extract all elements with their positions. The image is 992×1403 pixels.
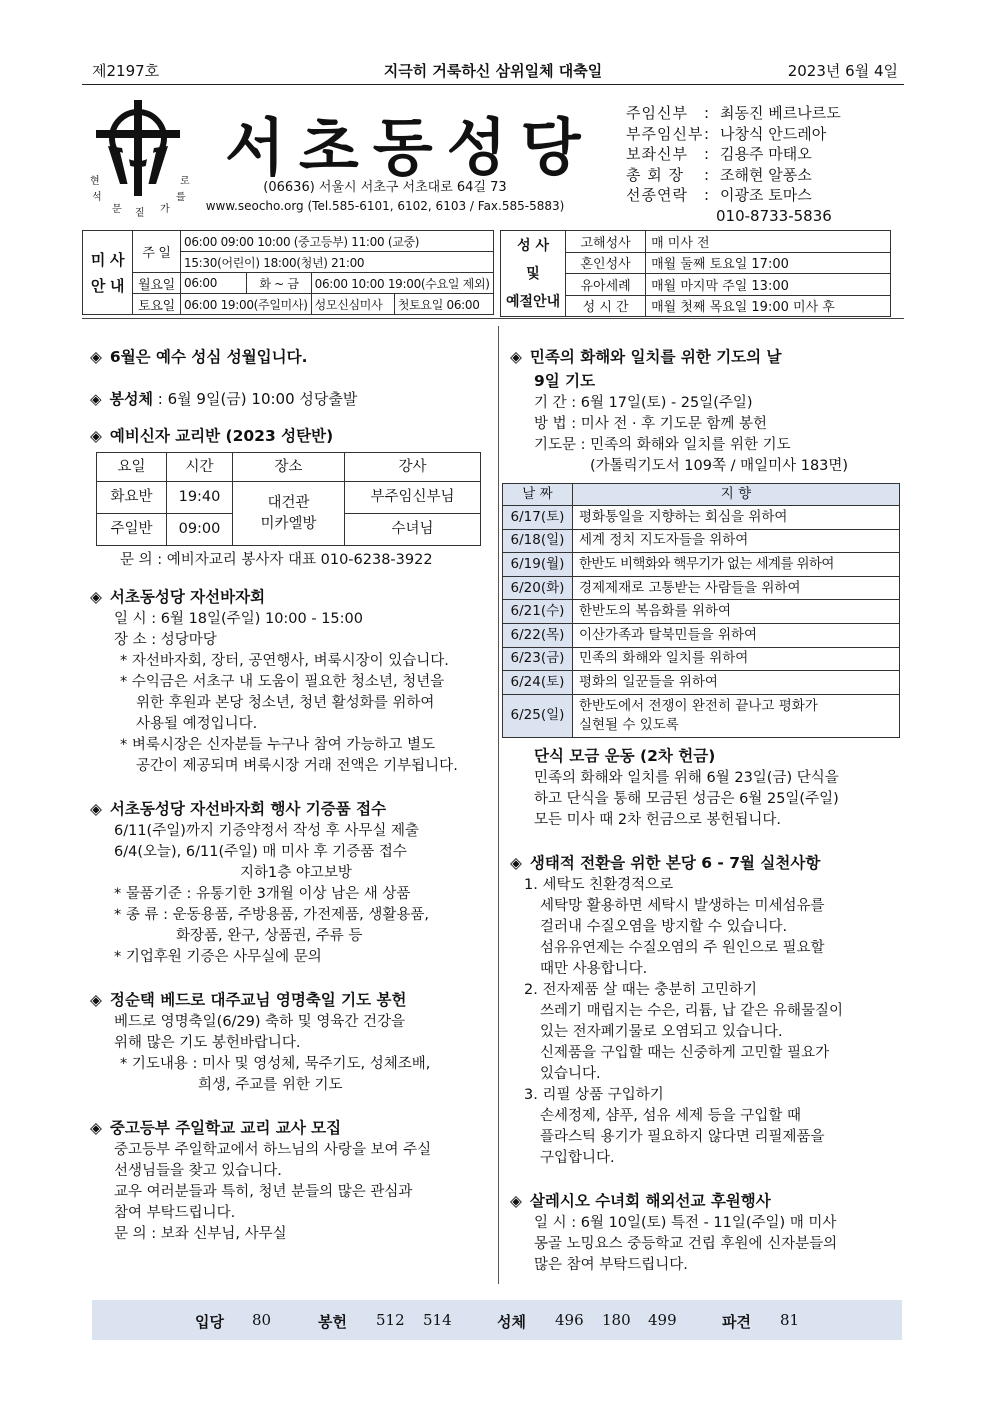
notice-line: 있습니다. <box>540 1065 601 1082</box>
table-header: 요일 <box>97 453 167 482</box>
notice-line: 쓰레기 매립지는 수은, 리튬, 납 같은 유해물질이 <box>540 1002 844 1019</box>
table-row: 6/17(토) 평화통일을 지향하는 회심을 위하여 <box>503 506 900 530</box>
table-row: 6/22(목) 이산가족과 탈북민들을 위하여 <box>503 623 900 647</box>
logo-char: 가 <box>160 204 170 215</box>
notice-line: 일 시 : 6월 18일(주일) 10:00 - 15:00 <box>114 611 363 627</box>
logo-char: 를 <box>176 192 186 203</box>
table-header: 강사 <box>345 453 481 482</box>
notice-line: 중고등부 주일학교에서 하느님의 사랑을 보여 주실 <box>114 1142 432 1158</box>
notice-line: 걸러내 수질오염을 방지할 수 있습니다. <box>540 918 788 935</box>
notice-heading: ◈ 생태적 전환을 위한 본당 6 - 7월 실천사항 <box>510 853 821 872</box>
stat-value: 514 <box>423 1311 452 1329</box>
table-row: 6/21(수) 한반도의 복음화를 위하여 <box>503 600 900 624</box>
sacrament-table <box>500 230 891 317</box>
stat-value: 81 <box>780 1311 800 1329</box>
notice-line: 희생, 주교를 위한 기도 <box>198 1077 343 1093</box>
notice-line: * 기도내용 : 미사 및 영성체, 묵주기도, 성체조배, <box>120 1056 431 1072</box>
notice-line: 공간이 제공되며 벼룩시장 거래 전액은 기부됩니다. <box>136 758 458 774</box>
notice-line: 베드로 영명축일(6/29) 축하 및 영육간 건강을 <box>114 1014 406 1030</box>
clergy-name: 나창식 안드레아 <box>720 124 827 143</box>
logo-char: 짙 <box>135 208 145 219</box>
notice-heading: ◈ 살레시오 수녀회 해외선교 후원행사 <box>510 1191 771 1210</box>
clergy-role: 주임신부 <box>626 104 688 122</box>
notice-line: 신제품을 구입할 때는 신중하게 고민할 필요가 <box>540 1044 830 1061</box>
prayer-intention-table <box>502 483 900 738</box>
table-row: 6/20(화) 경제제재로 고통받는 사람들을 위하여 <box>503 576 900 600</box>
notice-line: 6/11(주일)까지 기증약정서 작성 후 사무실 제출 <box>114 823 420 839</box>
mass-time: 첫토요일 06:00 <box>394 294 493 315</box>
diamond-icon: ◈ <box>90 1119 102 1137</box>
clergy-name: 최동진 베르나르도 <box>720 104 841 122</box>
notice-line: 섬유유연제는 수질오염의 주 원인으로 필요할 <box>540 939 825 956</box>
notice-line: 손세정제, 샴푸, 섬유 세제 등을 구입할 때 <box>540 1107 801 1124</box>
sacrament-time: 매 미사 전 <box>646 231 891 253</box>
clergy-phone: 010-8733-5836 <box>716 206 832 225</box>
top-bar <box>82 58 904 80</box>
notice-line: (가톨릭기도서 109쪽 / 매일미사 183면) <box>590 458 849 474</box>
clergy-role: 선종연락 <box>626 186 688 204</box>
parish-address-block <box>200 178 570 216</box>
notice-heading: ◈ 서초동성당 자선바자회 행사 기증품 접수 <box>90 800 387 818</box>
table-row: 6/25(일) 한반도에서 전쟁이 완전히 끝나고 평화가 실현될 수 있도록 <box>503 694 900 737</box>
notice-line: 장 소 : 성당마당 <box>114 632 217 648</box>
notice-line: 화장품, 완구, 상품권, 주류 등 <box>176 928 363 944</box>
mass-time: 06:00 09:00 10:00 (중고등부) 11:00 (교중) <box>181 231 494 252</box>
mass-day: 성모신심미사 <box>311 294 394 315</box>
clergy-role: 총 회 장 <box>626 165 685 184</box>
mass-day: 월요일 <box>133 273 181 294</box>
notice-heading: ◈ 예비신자 교리반 (2023 성탄반) <box>90 427 334 445</box>
diamond-icon: ◈ <box>510 853 522 872</box>
logo-char: 석 <box>92 192 102 203</box>
table-cell: 19:40 <box>167 482 233 514</box>
notice-heading: ◈ 6월은 예수 성심 성월입니다. <box>90 348 308 366</box>
table-cell: 부주임신부님 <box>345 482 481 514</box>
stat-label: 파견 <box>722 1313 751 1331</box>
notice-line: 6/4(오늘), 6/11(주일) 매 미사 후 기증품 접수 <box>114 844 407 860</box>
stat-value: 499 <box>648 1311 677 1329</box>
sacrament-time: 매월 마지막 주일 13:00 <box>646 274 891 296</box>
table-cell: 수녀님 <box>345 514 481 546</box>
column-divider <box>498 326 499 1284</box>
mass-day: 토요일 <box>133 294 181 315</box>
section-divider <box>82 318 904 319</box>
notice-heading: ◈ 중고등부 주일학교 교리 교사 모집 <box>90 1119 342 1137</box>
stat-label: 입당 <box>195 1313 224 1331</box>
table-row: 6/18(일) 세계 정치 지도자들을 위하여 <box>503 529 900 553</box>
notice-line: 사용될 예정입니다. <box>136 716 258 732</box>
mass-time: 06:00 10:00 19:00(수요일 제외) <box>311 273 493 294</box>
table-header: 지 향 <box>572 484 899 506</box>
clergy-name: 김용주 마태오 <box>720 145 812 163</box>
clergy-row: 총 회 장 : 조해현 알퐁소 <box>626 165 812 184</box>
diamond-icon: ◈ <box>90 348 102 366</box>
clergy-name: 이광조 토마스 <box>720 186 812 204</box>
table-cell: 화요반 <box>97 482 167 514</box>
issue-date: 2023년 6월 4일 <box>787 62 898 80</box>
diamond-icon: ◈ <box>90 390 102 408</box>
clergy-role: 부주임신부 <box>626 124 704 143</box>
notice-line: 2. 전자제품 살 때는 충분히 고민하기 <box>524 981 757 998</box>
cross-hands-icon <box>90 96 190 196</box>
sacrament-name: 성 시 간 <box>566 295 646 317</box>
stat-value: 180 <box>602 1311 631 1329</box>
mass-day: 주 일 <box>133 231 181 273</box>
notice-line: 참여 부탁드립니다. <box>114 1205 236 1221</box>
stat-value: 80 <box>252 1311 272 1329</box>
left-column <box>90 345 490 1245</box>
notice-line: 위한 후원과 본당 청소년, 청년 활성화를 위하여 <box>136 695 435 711</box>
catechism-table <box>96 452 481 546</box>
notice-line: 세탁망 활용하면 세탁시 발생하는 미세섬유를 <box>540 897 825 914</box>
clergy-row: 보좌신부 : 김용주 마태오 <box>626 145 812 163</box>
notice-line: * 자선바자회, 장터, 공연행사, 벼룩시장이 있습니다. <box>120 653 449 669</box>
notice-line: ◈ 봉성체 : 6월 9일(금) 10:00 성당출발 <box>90 390 358 408</box>
notice-line: * 벼룩시장은 신자분들 누구나 참여 가능하고 별도 <box>120 737 436 753</box>
notice-line: 몽골 노밍요스 중등학교 건립 후원에 신자분들의 <box>534 1235 838 1252</box>
notice-line: 문 의 : 예비자교리 봉사자 대표 010-6238-3922 <box>120 552 433 568</box>
mass-day: 화 ~ 금 <box>247 273 311 294</box>
sacrament-name: 혼인성사 <box>566 252 646 274</box>
clergy-list <box>626 103 841 226</box>
table-header: 날 짜 <box>503 484 573 506</box>
right-column <box>510 345 900 1276</box>
notice-line: * 수익금은 서초구 내 도움이 필요한 청소년, 청년을 <box>120 674 445 690</box>
sacrament-time: 매월 둘째 토요일 17:00 <box>646 252 891 274</box>
stat-value: 512 <box>376 1311 405 1329</box>
diamond-icon: ◈ <box>510 348 522 366</box>
diamond-icon: ◈ <box>510 1191 522 1210</box>
clergy-row: 주임신부 : 최동진 베르나르도 <box>626 104 841 122</box>
clergy-role: 보좌신부 <box>626 145 688 163</box>
notice-line: 1. 세탁도 친환경적으로 <box>524 876 674 893</box>
table-header: 장소 <box>233 453 345 482</box>
notice-line: 일 시 : 6월 10일(토) 특전 - 11일(주일) 매 미사 <box>534 1214 837 1231</box>
notice-line: 기 간 : 6월 17일(토) - 25일(주일) <box>534 395 753 411</box>
sacrament-name: 고해성사 <box>566 231 646 253</box>
parish-name: 서초동성당 <box>225 111 595 184</box>
notice-line: 하고 단식을 통해 모금된 성금은 6월 25일(주일) <box>534 790 839 807</box>
sacrament-time: 매월 첫째 목요일 19:00 미사 후 <box>646 295 891 317</box>
mass-time: 06:00 19:00(주일미사) <box>181 294 312 315</box>
diamond-icon: ◈ <box>90 427 102 445</box>
logo-char: 로 <box>180 176 190 187</box>
header-divider <box>82 84 904 85</box>
logo-char: 문 <box>112 204 122 215</box>
notice-line: 많은 참여 부탁드립니다. <box>534 1256 688 1273</box>
diamond-icon: ◈ <box>90 991 102 1009</box>
notice-heading: ◈ 서초동성당 자선바자회 <box>90 588 266 606</box>
notice-line: 3. 리필 상품 구입하기 <box>524 1086 664 1103</box>
table-header: 시간 <box>167 453 233 482</box>
notice-line: 지하1층 야고보방 <box>240 865 352 881</box>
diamond-icon: ◈ <box>90 588 102 606</box>
notice-heading: ◈ 민족의 화해와 일치를 위한 기도의 날 <box>510 348 782 366</box>
notice-line: 기도문 : 민족의 화해와 일치를 위한 기도 <box>534 437 791 453</box>
mass-time: 15:30(어린이) 18:00(청년) 21:00 <box>181 252 494 273</box>
notice-line: 민족의 화해와 일치를 위해 6월 23일(금) 단식을 <box>534 769 839 786</box>
table-cell: 09:00 <box>167 514 233 546</box>
stat-label: 봉헌 <box>318 1313 347 1331</box>
stat-label: 성체 <box>497 1313 526 1331</box>
notice-line: 있는 전자폐기물로 오염되고 있습니다. <box>540 1023 783 1040</box>
parish-address: (06636) 서울시 서초구 서초대로 64길 73 <box>263 180 507 195</box>
notice-line: 위해 많은 기도 봉헌바랍니다. <box>114 1035 301 1051</box>
clergy-row: 부주임신부 : 나창식 안드레아 <box>626 124 827 143</box>
diamond-icon: ◈ <box>90 800 102 818</box>
notice-heading: ◈ 정순택 베드로 대주교님 영명축일 기도 봉헌 <box>90 991 407 1009</box>
issue-number: 제2197호 <box>92 62 160 80</box>
table-row: 6/23(금) 민족의 화해와 일치를 위하여 <box>503 647 900 671</box>
notice-subheading: 9일 기도 <box>534 372 596 390</box>
notice-line: 때만 사용합니다. <box>540 960 648 977</box>
table-row: 6/19(월) 한반도 비핵화와 핵무기가 없는 세계를 위하여 <box>503 553 900 577</box>
parish-contact: www.seocho.org (Tel.585-6101, 6102, 6103 / Fax.585-5883) <box>205 199 565 213</box>
mass-header: 미 사 안 내 <box>83 231 133 315</box>
notice-line: 방 법 : 미사 전 · 후 기도문 함께 봉헌 <box>534 416 768 432</box>
sacrament-header: 성 사 및 예절안내 <box>501 231 566 317</box>
mass-time: 06:00 <box>181 273 247 294</box>
clergy-name: 조해현 알퐁소 <box>720 165 812 184</box>
notice-line: * 종 류 : 운동용품, 주방용품, 가전제품, 생활용품, <box>114 907 429 923</box>
mass-schedule-table <box>82 230 494 315</box>
table-row: 6/24(토) 평화의 일꾼들을 위하여 <box>503 671 900 695</box>
notice-line: 플라스틱 용기가 필요하지 않다면 리필제품을 <box>540 1128 825 1145</box>
notice-line: 문 의 : 보좌 신부님, 사무실 <box>114 1226 287 1242</box>
table-cell: 주일반 <box>97 514 167 546</box>
stat-value: 496 <box>555 1311 584 1329</box>
notice-line: 선생님들을 찾고 있습니다. <box>114 1163 282 1179</box>
attendance-stats-bar <box>92 1300 902 1340</box>
notice-line: * 기업후원 기증은 사무실에 문의 <box>114 949 322 965</box>
notice-line: 교우 여러분들과 특히, 청년 분들의 많은 관심과 <box>114 1184 413 1200</box>
notice-line: 모든 미사 때 2차 헌금으로 봉헌됩니다. <box>534 811 781 828</box>
feast-title: 지극히 거룩하신 삼위일체 대축일 <box>383 62 603 80</box>
logo-char: 현 <box>90 176 100 187</box>
sacrament-name: 유아세례 <box>566 274 646 296</box>
table-cell: 대건관 미카엘방 <box>233 482 345 546</box>
clergy-row: 선종연락 : 이광조 토마스 <box>626 186 812 204</box>
notice-subheading: 단식 모금 운동 (2차 헌금) <box>534 746 716 765</box>
notice-line: * 물품기준 : 유통기한 3개월 이상 남은 새 상품 <box>114 886 411 902</box>
parish-logo <box>90 96 190 219</box>
notice-line: 구입합니다. <box>540 1149 615 1166</box>
